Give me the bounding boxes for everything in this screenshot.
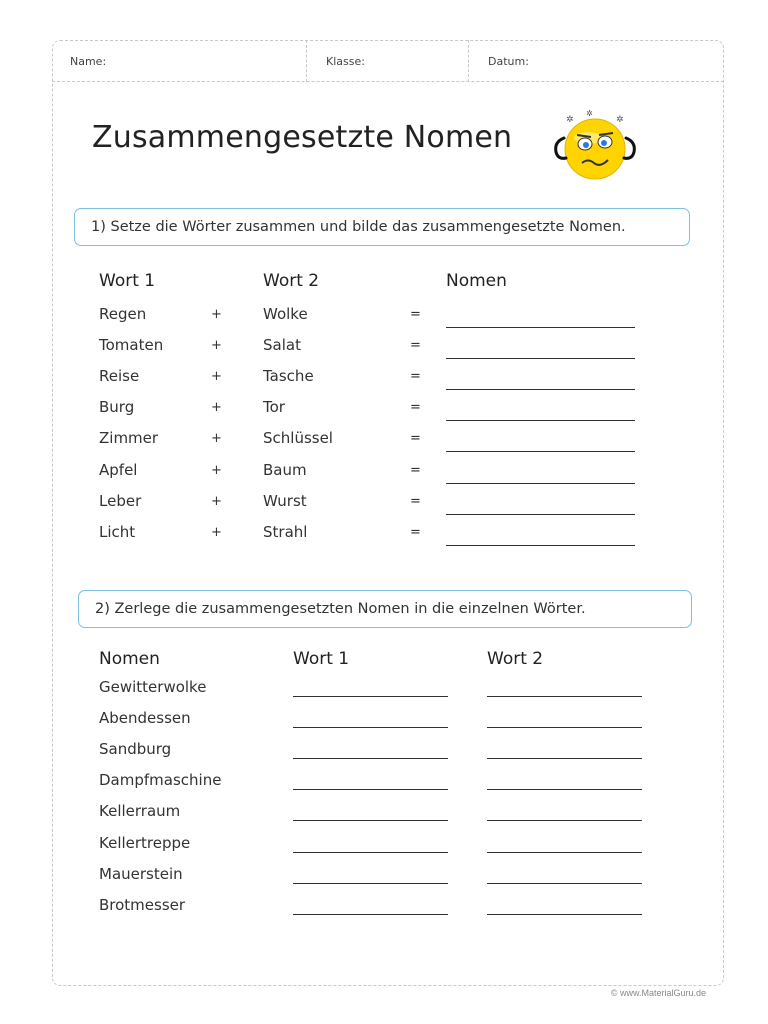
task1-col-word1: Wort 1 <box>99 271 156 291</box>
name-label: Name: <box>70 55 107 68</box>
answer-line-word1[interactable] <box>293 883 448 884</box>
task2-col-noun: Nomen <box>99 649 160 669</box>
task1-word1: Reise <box>99 367 140 385</box>
answer-line-word2[interactable] <box>487 727 642 728</box>
task1-word2: Schlüssel <box>263 429 333 447</box>
answer-line[interactable] <box>446 483 635 484</box>
task1-word2: Salat <box>263 336 301 354</box>
answer-line-word1[interactable] <box>293 820 448 821</box>
task-1-instruction: 1) Setze die Wörter zusammen und bilde das zusammengesetzte Nomen. <box>74 208 690 246</box>
answer-line-word2[interactable] <box>487 696 642 697</box>
copyright: © www.MaterialGuru.de <box>610 988 706 998</box>
equals-sign: = <box>410 431 421 446</box>
task2-noun: Sandburg <box>99 740 172 758</box>
task1-word1: Leber <box>99 492 142 510</box>
svg-text:✲: ✲ <box>566 115 574 125</box>
answer-line[interactable] <box>446 545 635 546</box>
task1-word1: Zimmer <box>99 429 159 447</box>
task1-word2: Wurst <box>263 492 307 510</box>
answer-line-word2[interactable] <box>487 820 642 821</box>
answer-line-word2[interactable] <box>487 789 642 790</box>
svg-text:✲: ✲ <box>616 115 624 125</box>
header-bar <box>52 40 724 82</box>
task2-noun: Mauerstein <box>99 865 183 883</box>
answer-line[interactable] <box>446 327 635 328</box>
task1-word2: Baum <box>263 461 307 479</box>
task2-noun: Kellertreppe <box>99 834 191 852</box>
equals-sign: = <box>410 338 421 353</box>
answer-line-word1[interactable] <box>293 696 448 697</box>
task2-col-word2: Wort 2 <box>487 649 544 669</box>
equals-sign: = <box>410 463 421 478</box>
plus-sign: + <box>211 431 222 446</box>
answer-line[interactable] <box>446 451 635 452</box>
task1-word1: Regen <box>99 305 147 323</box>
answer-line-word1[interactable] <box>293 852 448 853</box>
task1-word2: Wolke <box>263 305 308 323</box>
answer-line-word2[interactable] <box>487 852 642 853</box>
task1-word2: Strahl <box>263 523 308 541</box>
task1-col-word2: Wort 2 <box>263 271 320 291</box>
answer-line[interactable] <box>446 420 635 421</box>
confused-smiley-icon <box>552 108 638 188</box>
task2-noun: Brotmesser <box>99 896 186 914</box>
answer-line[interactable] <box>446 358 635 359</box>
equals-sign: = <box>410 525 421 540</box>
equals-sign: = <box>410 307 421 322</box>
task-2-instruction: 2) Zerlege die zusammengesetzten Nomen in die einzelnen Wörter. <box>78 590 692 628</box>
task2-noun: Abendessen <box>99 709 191 727</box>
plus-sign: + <box>211 307 222 322</box>
equals-sign: = <box>410 400 421 415</box>
answer-line[interactable] <box>446 389 635 390</box>
page-title: Zusammengesetzte Nomen <box>92 120 513 155</box>
class-label: Klasse: <box>326 55 365 68</box>
equals-sign: = <box>410 369 421 384</box>
answer-line-word2[interactable] <box>487 758 642 759</box>
task2-noun: Kellerraum <box>99 802 181 820</box>
answer-line-word1[interactable] <box>293 758 448 759</box>
plus-sign: + <box>211 463 222 478</box>
task1-col-noun: Nomen <box>446 271 507 291</box>
task2-noun: Dampfmaschine <box>99 771 222 789</box>
date-label: Datum: <box>488 55 529 68</box>
task2-col-word1: Wort 1 <box>293 649 350 669</box>
equals-sign: = <box>410 494 421 509</box>
task1-word1: Licht <box>99 523 136 541</box>
task2-noun: Gewitterwolke <box>99 678 207 696</box>
answer-line-word1[interactable] <box>293 789 448 790</box>
task1-word1: Burg <box>99 398 135 416</box>
plus-sign: + <box>211 400 222 415</box>
answer-line-word1[interactable] <box>293 914 448 915</box>
header-divider <box>468 40 469 82</box>
plus-sign: + <box>211 525 222 540</box>
plus-sign: + <box>211 494 222 509</box>
answer-line[interactable] <box>446 514 635 515</box>
answer-line-word1[interactable] <box>293 727 448 728</box>
svg-text:✲: ✲ <box>586 109 593 118</box>
task1-word2: Tasche <box>263 367 314 385</box>
answer-line-word2[interactable] <box>487 914 642 915</box>
task1-word1: Tomaten <box>99 336 164 354</box>
plus-sign: + <box>211 369 222 384</box>
answer-line-word2[interactable] <box>487 883 642 884</box>
plus-sign: + <box>211 338 222 353</box>
header-divider <box>306 40 307 82</box>
task1-word2: Tor <box>263 398 285 416</box>
task1-word1: Apfel <box>99 461 138 479</box>
